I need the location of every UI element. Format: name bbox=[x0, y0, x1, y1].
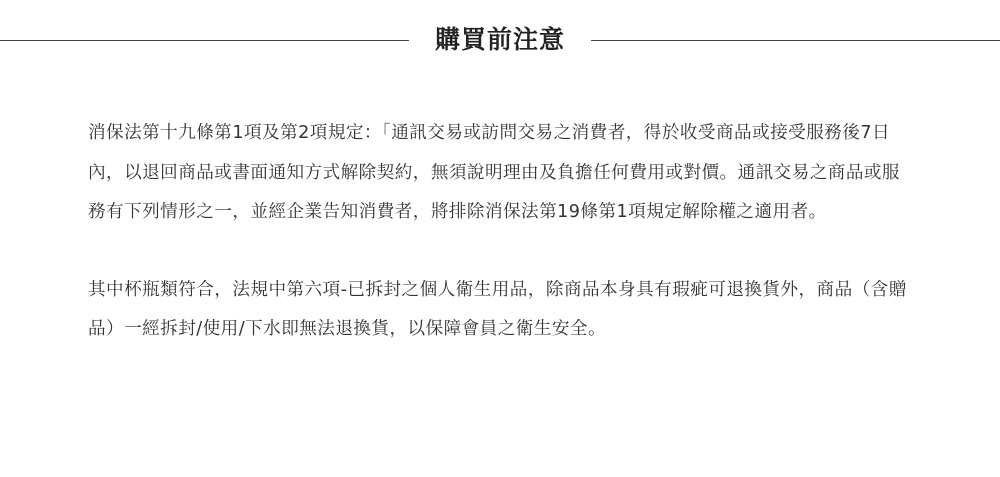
header-rule-right bbox=[591, 40, 1000, 41]
notice-header bbox=[0, 20, 1000, 60]
notice-paragraph-law: 消保法第十九條第1項及第2項規定：「通訊交易或訪問交易之消費者，得於收受商品或接受服務後7日內，以退回商品或書面通知方式解除契約，無須說明理由及負擔任何費用或對價。通訊交易之商品或服務有下列情形之一，並經企業告知消費者，將排除消保法第19條第1項規定解除權之適用者。 bbox=[88, 123, 900, 222]
header-rule-left bbox=[0, 40, 409, 41]
notice-body bbox=[88, 114, 918, 350]
notice-title: 購買前注意 bbox=[435, 25, 566, 54]
notice-paragraph-hygiene: 其中杯瓶類符合，法規中第六項-已拆封之個人衛生用品，除商品本身具有瑕疵可退換貨外，商品（含贈品）一經拆封/使用/下水即無法退換貨，以保障會員之衛生安全。 bbox=[88, 279, 907, 339]
